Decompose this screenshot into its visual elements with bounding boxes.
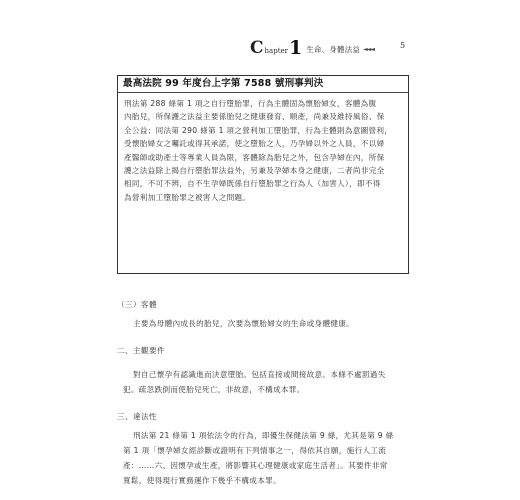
- court-ruling-line: 護之法益除上揭自行墮胎罪法益外，另兼及孕婦本身之健康，二者尚非完全: [124, 165, 385, 175]
- section-illegality-paragraph: [123, 428, 415, 488]
- section-heading-illegality: 三、違法性: [117, 412, 157, 421]
- section-subjective-paragraph: [123, 367, 415, 397]
- paragraph-line: 刑法第 21 條第 1 項依法令的行為，即優生保健法第 9 條，尤其是第 9 條: [133, 431, 394, 440]
- court-ruling-title: 最高法院 99 年度台上字第 7588 號刑事判決: [118, 76, 408, 93]
- chapter-number: 1: [289, 37, 303, 59]
- section-heading-object: （三）客體: [117, 300, 157, 309]
- section-heading-subjective: 二、主觀要件: [117, 346, 165, 355]
- chapter-arrows-icon: ◄◄◄: [363, 46, 374, 53]
- paragraph-line: 寬鬆，使得現行實務運作下幾乎不構成本罪。: [123, 476, 281, 485]
- chapter-header: [250, 35, 410, 57]
- court-ruling-box: [117, 75, 409, 274]
- court-ruling-line: 產醫師或助產士等專業人員為限，客體除為胎兒之外，包含孕婦在內，所保: [124, 152, 385, 162]
- chapter-letter: C: [250, 38, 264, 58]
- paragraph-line: 產：……六、因懷孕或生產，將影響其心理健康或家庭生活者」。其要件非常: [123, 461, 388, 470]
- court-ruling-line: 內胎兒，所保護之法益主要係胎兒之健康發育、順產，尚兼及維持風俗、保: [124, 112, 385, 122]
- paragraph-line: 對自己懷孕有認識進而決意墮胎。包括直接或間接故意。本條不處罰過失: [133, 370, 386, 379]
- chapter-title: 生命、身體法益: [306, 45, 361, 54]
- court-ruling-body: [118, 93, 408, 204]
- paragraph-line: 犯。疏忽跌倒而使胎兒死亡，非故意，不構成本罪。: [123, 385, 305, 394]
- chapter-word: hapter: [264, 47, 288, 55]
- court-ruling-line: 受懷胎婦女之囑託或得其承諾，使之墮胎之人，乃孕婦以外之人員，不以婦: [124, 139, 385, 149]
- page-number: 5: [400, 41, 406, 50]
- court-ruling-line: 為營利加工墮胎罪之被害人之問題。: [124, 192, 251, 202]
- court-ruling-line: 刑法第 288 條第 1 項之自行墮胎罪，行為主體固為懷胎婦女，客體為腹: [124, 99, 377, 108]
- court-ruling-line: 相同，不可不辨，自不生孕婦既係自行墮胎罪之行為人（加害人），即不得: [124, 179, 381, 189]
- section-object-paragraph: [133, 316, 425, 331]
- paragraph-line: 第 1 項「懷孕婦女經診斷或證明有下列情事之一，得依其自願，施行人工流: [123, 446, 387, 455]
- court-ruling-line: 全公益；同法第 290 條第 1 項之營利加工墮胎罪，行為主體則為意圖營利，: [124, 125, 393, 135]
- paragraph-line: 主要為母體內成長的胎兒，次要為懷胎婦女的生命或身體健康。: [133, 319, 355, 328]
